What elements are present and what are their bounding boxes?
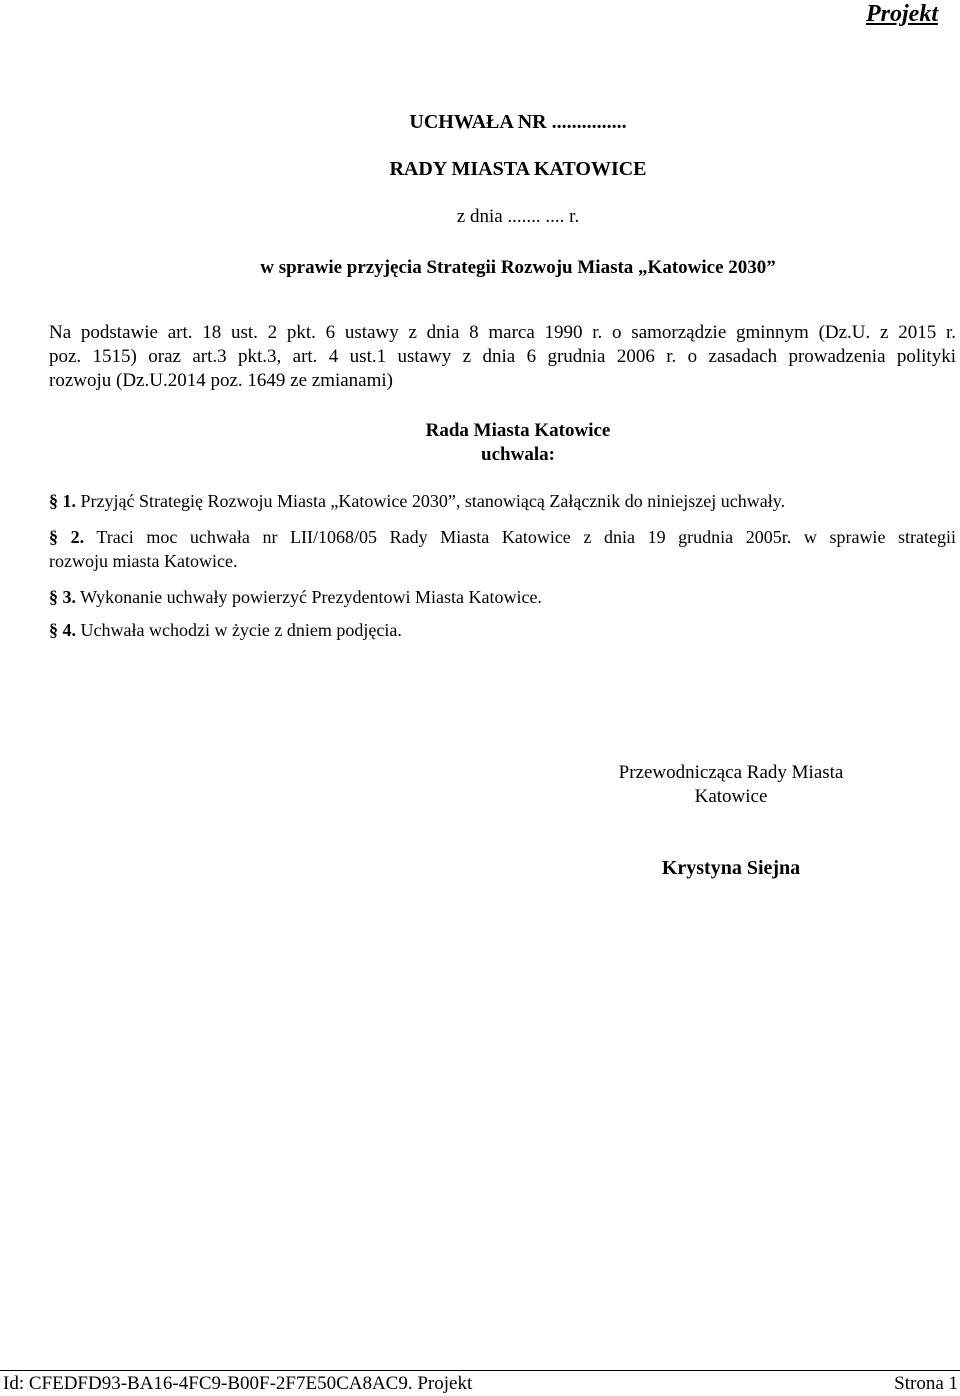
paragraph-2: [49, 525, 956, 573]
legal-basis: [49, 321, 956, 393]
section-number: § 3.: [49, 587, 76, 607]
document-id: Id: CFEDFD93-BA16-4FC9-B00F-2F7E50CA8AC9. Projekt: [3, 1373, 473, 1394]
paragraph-text: Uchwała wchodzi w życie z dniem podjęcia.: [76, 620, 402, 640]
signatory-role-line: Katowice: [694, 786, 768, 807]
legal-basis-line: poz. 1515) oraz art.3 pkt.3, art. 4 ust.1 ustawy z dnia 6 grudnia 2006 r. o zasadach prowadzenia polityki: [49, 346, 956, 367]
signatory-role-line: Przewodnicząca Rady Miasta: [618, 762, 844, 783]
signatory-role: [600, 761, 862, 809]
paragraph-text: rozwoju miasta Katowice.: [49, 551, 238, 571]
paragraph-text: Wykonanie uchwały powierzyć Prezydentowi Miasta Katowice.: [76, 587, 542, 607]
section-number: § 1.: [49, 491, 76, 511]
paragraph-text: Traci moc uchwała nr LII/1068/05 Rady Miasta Katowice z dnia 19 grudnia 2005r. w sprawie strategii: [84, 527, 957, 547]
council-heading: RADY MIASTA KATOWICE: [389, 158, 647, 180]
resolves-verb: uchwala:: [481, 444, 555, 465]
legal-basis-line: Na podstawie art. 18 ust. 2 pkt. 6 ustawy z dnia 8 marca 1990 r. o samorządzie gminnym (Dz.U. z 2015 r.: [49, 322, 956, 343]
resolution-subject: w sprawie przyjęcia Strategii Rozwoju Miasta „Katowice 2030”: [260, 257, 776, 278]
draft-badge: Projekt: [866, 1, 938, 27]
paragraph-1: [49, 489, 956, 513]
page-number: Strona 1: [894, 1373, 958, 1394]
signatory-name: Krystyna Siejna: [661, 857, 801, 879]
resolution-date: z dnia ....... .... r.: [456, 206, 580, 227]
resolution-title: UCHWAŁA NR ...............: [409, 111, 627, 133]
paragraph-4: [49, 618, 956, 642]
section-number: § 2.: [49, 527, 85, 547]
footer-divider: [0, 1370, 960, 1371]
paragraph-3: [49, 585, 956, 609]
legal-basis-line: rozwoju (Dz.U.2014 poz. 1649 ze zmianami): [49, 370, 394, 391]
paragraph-text: Przyjąć Strategię Rozwoju Miasta „Katowice 2030”, stanowiącą Załącznik do niniejszej uchwały.: [76, 491, 786, 511]
section-number: § 4.: [49, 620, 76, 640]
resolving-council: Rada Miasta Katowice: [425, 420, 611, 441]
